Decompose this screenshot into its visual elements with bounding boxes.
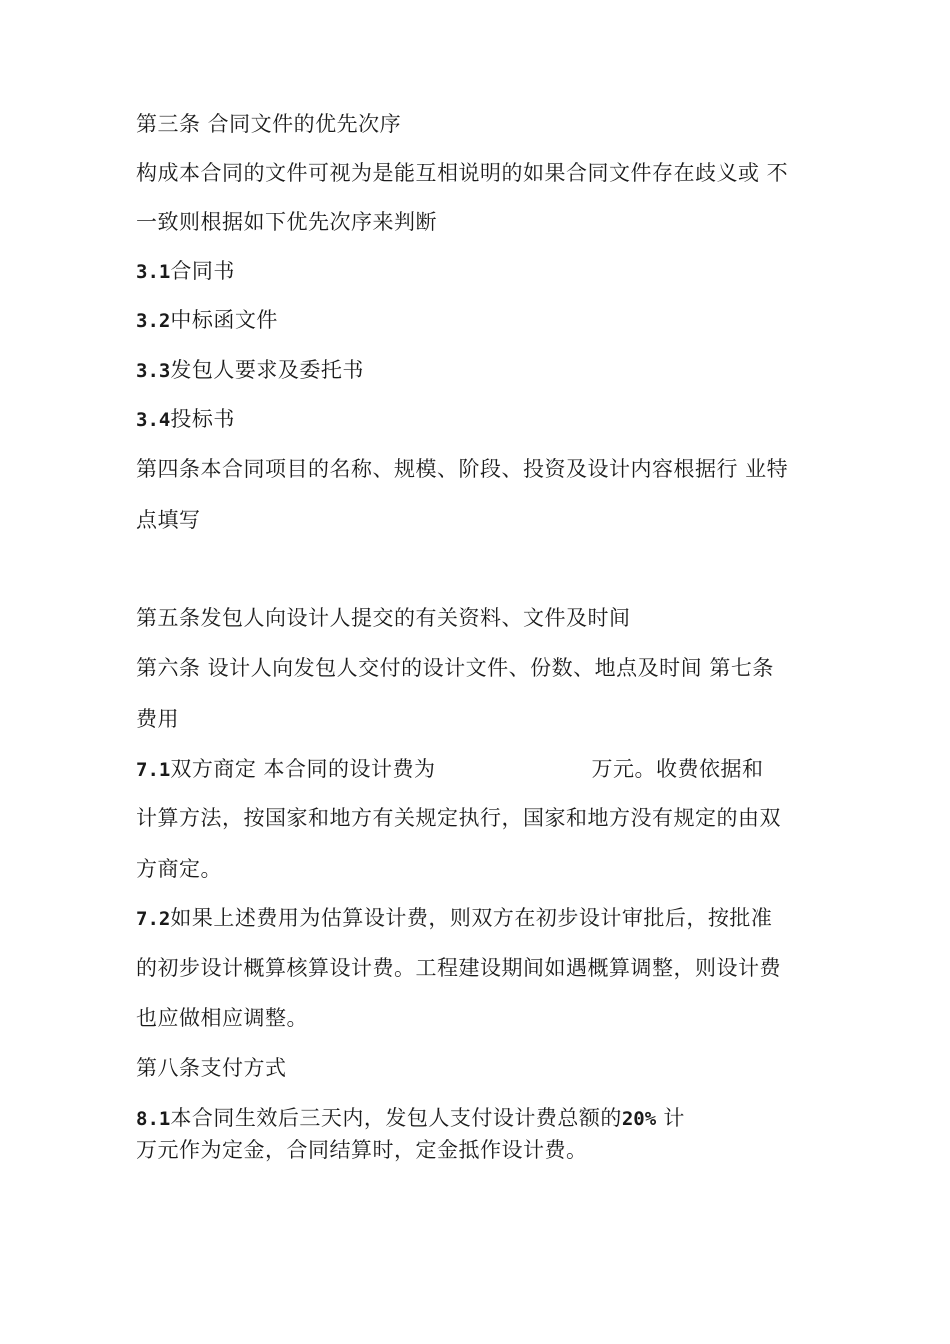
clause-3-2 [136,306,278,335]
clause-text: 中标函文件 [170,308,278,332]
clause-7-1-cont-line-2: 方商定。 [136,857,222,881]
article-6-line-2: 费用 [136,707,179,731]
clause-8-1-cont: 万元作为定金，合同结算时，定金抵作设计费。 [136,1138,588,1162]
article-3-body-line-1: 构成本合同的文件可视为是能互相说明的如果合同文件存在歧义或 不 [136,161,789,185]
clause-number: 7.1 [136,759,171,781]
percentage: 20% [621,1108,657,1130]
clause-8-1 [136,1104,685,1133]
clause-number: 3.1 [136,261,171,283]
clause-text: 双方商定 本合同的设计费为 [170,757,436,781]
clause-7-2-cont-line-2: 也应做相应调整。 [136,1006,308,1030]
clause-text: 合同书 [170,259,235,283]
clause-3-1 [136,257,235,286]
clause-number: 8.1 [136,1108,171,1130]
clause-text: 本合同生效后三天内，发包人支付设计费总额的 [170,1106,622,1130]
article-5-title: 第五条发包人向设计人提交的有关资料、文件及时间 [136,606,631,630]
article-3-title: 第三条 合同文件的优先次序 [136,112,402,136]
article-4-line-2: 点填写 [136,508,201,532]
clause-text-cont: 计 [656,1106,685,1130]
clause-3-3 [136,356,364,385]
clause-7-1-cont-line-1: 计算方法，按国家和地方有关规定执行，国家和地方没有规定的由双 [136,806,781,830]
clause-number: 3.3 [136,360,171,382]
clause-number: 7.2 [136,908,171,930]
article-4-line-1: 第四条本合同项目的名称、规模、阶段、投资及设计内容根据行 业特 [136,457,789,481]
article-8-title: 第八条支付方式 [136,1056,287,1080]
clause-3-4 [136,405,235,434]
article-6-line-1: 第六条 设计人向发包人交付的设计文件、份数、地点及时间 第七条 [136,656,774,680]
clause-number: 3.4 [136,409,171,431]
clause-7-2-cont-line-1: 的初步设计概算核算设计费。工程建设期间如遇概算调整，则设计费 [136,956,781,980]
clause-text: 投标书 [170,407,235,431]
clause-text-cont: 万元。收费依据和 [591,757,764,781]
article-3-body-line-2: 一致则根据如下优先次序来判断 [136,210,437,234]
clause-text: 如果上述费用为估算设计费，则双方在初步设计审批后，按批准 [170,906,773,930]
clause-text: 发包人要求及委托书 [170,358,364,382]
clause-7-2 [136,904,772,933]
clause-7-1 [136,755,764,784]
clause-number: 3.2 [136,310,171,332]
